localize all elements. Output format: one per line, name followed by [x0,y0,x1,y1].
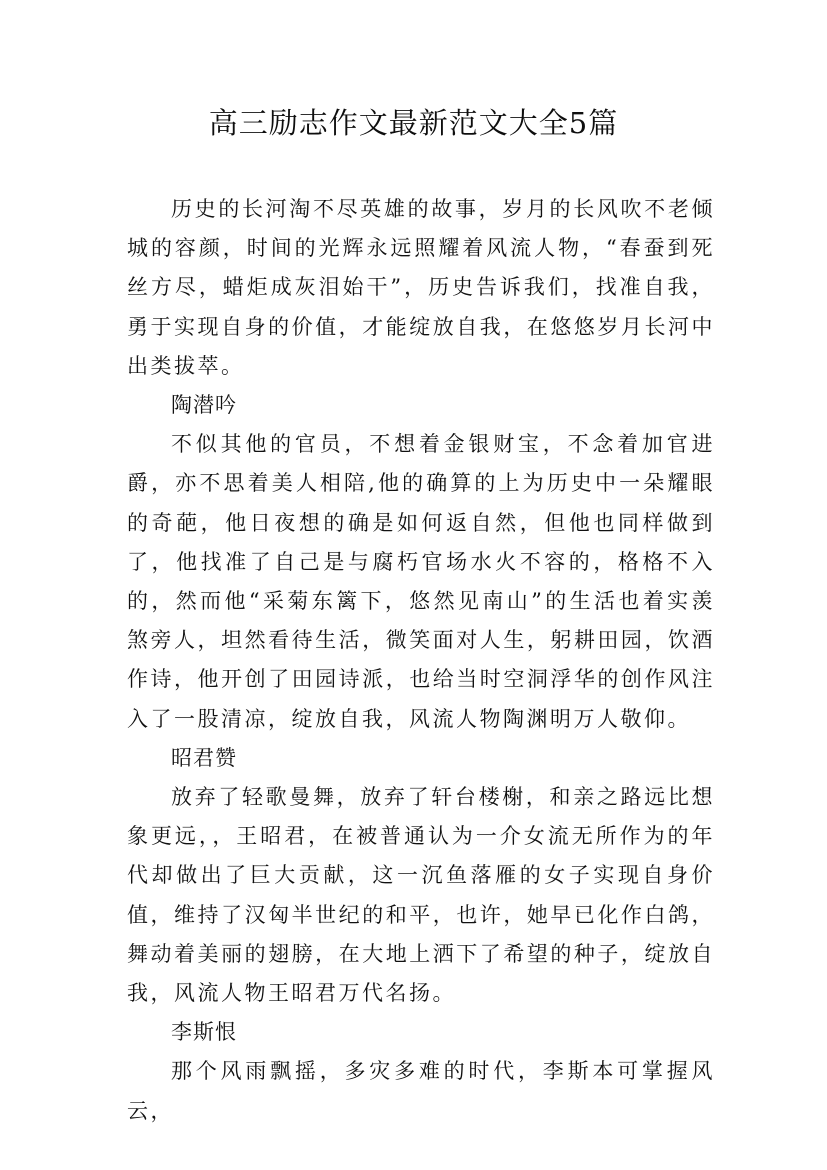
document-body [127,190,715,1131]
section-paragraph-li-si: 那个风雨飘摇，多灾多难的时代，李斯本可掌握风云， [127,1059,715,1123]
section-paragraph-tao-qian: 不似其他的官员，不想着金银财宝，不念着加官进爵，亦不思着美人相陪,他的确算的上为历史中一朵耀眼的奇葩，他日夜想的确是如何返自然，但他也同样做到了，他找准了自己是与腐朽官场水火不容的，格格不入的，然而他“采菊东篱下，悠然见南山”的生活也着实羡煞旁人，坦然看待生活，微笑面对人生，躬耕田园，饮酒作诗，他开创了田园诗派，也给当时空洞浮华的创作风注入了一股清凉，绽放自我，风流人物陶渊明万人敬仰。 [127,432,715,731]
section-heading-zhao-jun: 昭君赞 [171,745,237,770]
intro-paragraph: 历史的长河淘不尽英雄的故事，岁月的长风吹不老倾城的容颜，时间的光辉永远照耀着风流人物，“春蚕到死丝方尽，蜡炬成灰泪始干”，历史告诉我们，找准自我，勇于实现自身的价值，才能绽放自我，在悠悠岁月长河中出类拔萃。 [127,197,715,378]
document-title: 高三励志作文最新范文大全5篇 [208,106,619,140]
section-heading-li-si: 李斯恨 [171,1020,237,1045]
section-paragraph-zhao-jun: 放弃了轻歌曼舞，放弃了轩台楼榭，和亲之路远比想象更远，，王昭君，在被普通认为一介女流无所作为的年代却做出了巨大贡献，这一沉鱼落雁的女子实现自身价值，维持了汉匈半世纪的和平，也许，她早已化作白鸽，舞动着美丽的翅膀，在大地上洒下了希望的种子，绽放自我，风流人物王昭君万代名扬。 [127,785,715,1006]
section-heading-tao-qian: 陶潜吟 [171,393,237,418]
